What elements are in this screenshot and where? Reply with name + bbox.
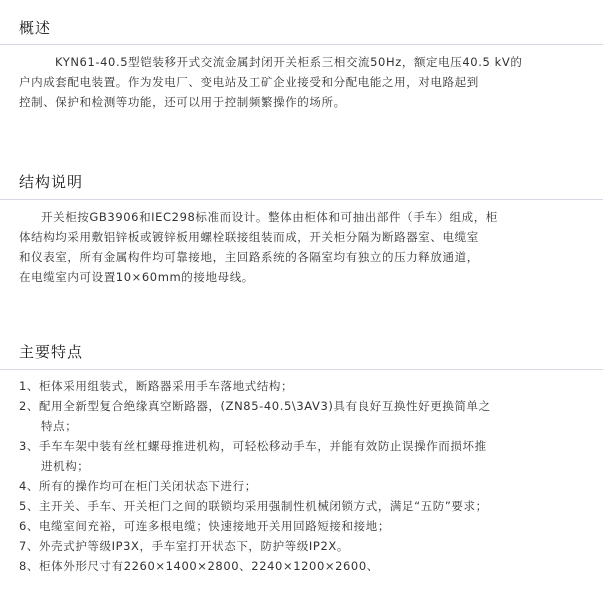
- feature-5-line-1: 5、主开关、手车、开关柜门之间的联锁均采用强制性机械闭锁方式，满足“五防”要求；: [19, 499, 488, 513]
- structure-line-1: 开关柜按GB3906和IEC298标准而设计。整体由柜体和可抽出部件（手车）组成，柜: [41, 210, 498, 224]
- feature-item-3: [19, 436, 595, 456]
- feature-item-1: [19, 376, 595, 396]
- overview-line-1: KYN61-40.5型铠装移开式交流金属封闭开关柜系三相交流50Hz，额定电压40.5 kV的: [55, 55, 523, 69]
- structure-section: [0, 172, 603, 192]
- features-divider: [0, 369, 603, 370]
- overview-paragraph: [19, 52, 591, 112]
- structure-line-4: 在电缆室内可设置10×60mm的接地母线。: [19, 270, 254, 284]
- structure-line-2: 体结构均采用敷铝锌板或镀锌板用螺栓联接组装而成，开关柜分隔为断路器室、电缆室: [19, 230, 479, 244]
- feature-item-8: [19, 556, 595, 576]
- overview-section: [0, 18, 603, 38]
- feature-7-line-1: 7、外壳式护等级IP3X，手车室打开状态下，防护等级IP2X。: [19, 539, 349, 553]
- feature-4-line-1: 4、所有的操作均可在柜门关闭状态下进行；: [19, 479, 257, 493]
- features-section: [0, 342, 603, 362]
- feature-2-line-2: 特点；: [41, 419, 78, 433]
- feature-item-2-cont: [19, 416, 595, 436]
- overview-divider: [0, 44, 603, 45]
- feature-8-line-1: 8、柜体外形尺寸有2260×1400×2800、2240×1200×2600、: [19, 559, 379, 573]
- features-heading: 主要特点: [19, 343, 84, 361]
- feature-item-6: [19, 516, 595, 536]
- feature-3-line-2: 进机构；: [41, 459, 90, 473]
- feature-item-7: [19, 536, 595, 556]
- feature-item-5: [19, 496, 595, 516]
- structure-heading: 结构说明: [19, 173, 84, 191]
- overview-line-2: 户内成套配电装置。作为发电厂、变电站及工矿企业接受和分配电能之用，对电路起到: [19, 75, 479, 89]
- structure-paragraph: [19, 207, 591, 287]
- features-list: [19, 376, 595, 576]
- feature-2-line-1: 2、配用全新型复合绝缘真空断路器，(ZN85-40.5\3AV3)具有良好互换性好更换简单之: [19, 399, 491, 413]
- feature-item-2: [19, 396, 595, 416]
- feature-item-4: [19, 476, 595, 496]
- feature-item-3-cont: [19, 456, 595, 476]
- feature-6-line-1: 6、电缆室间充裕，可连多根电缆；快速接地开关用回路短接和接地；: [19, 519, 390, 533]
- feature-3-line-1: 3、手车车架中装有丝杠螺母推进机构，可轻松移动手车，并能有效防止误操作而损坏推: [19, 439, 487, 453]
- structure-divider: [0, 199, 603, 200]
- overview-line-3: 控制、保护和检测等功能，还可以用于控制频繁操作的场所。: [19, 95, 346, 109]
- feature-1-line-1: 1、柜体采用组装式，断路器采用手车落地式结构；: [19, 379, 294, 393]
- structure-line-3: 和仪表室，所有金属构件均可靠接地，主回路系统的各隔室均有独立的压力释放通道，: [19, 250, 479, 264]
- overview-heading: 概述: [19, 19, 52, 37]
